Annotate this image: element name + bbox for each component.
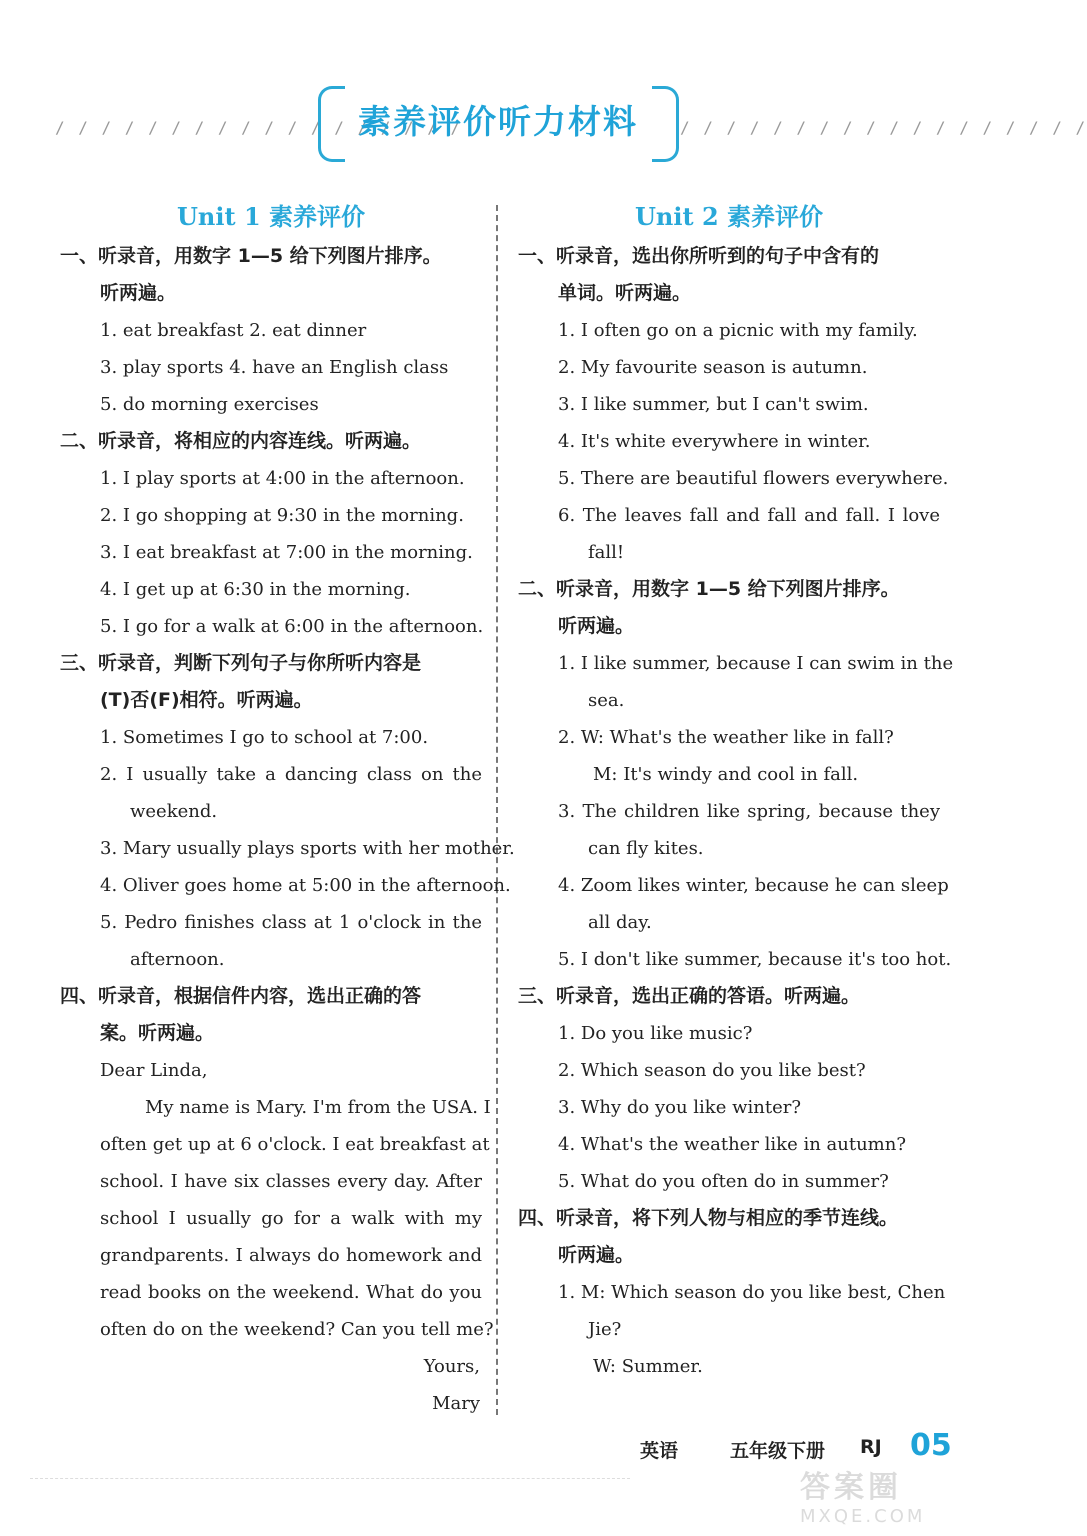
list-item-cont: fall!	[588, 542, 625, 563]
list-item: 3. Mary usually plays sports with her mother.	[100, 838, 515, 859]
list-item: 2. I go shopping at 9:30 in the morning.	[100, 505, 464, 526]
list-item-cont: M: It's windy and cool in fall.	[593, 764, 859, 785]
letter-body-line: school. I have six classes every day. After	[100, 1171, 482, 1192]
letter-greeting: Dear Linda,	[100, 1060, 208, 1081]
letter-body-text: My name is Mary. I'm from the USA. I	[145, 1097, 491, 1118]
list-item: 5. There are beautiful flowers everywhere.	[558, 468, 949, 489]
list-item: 4. It's white everywhere in winter.	[558, 431, 871, 452]
list-item-cont: sea.	[588, 690, 625, 711]
unit1-section3-heading-cont: (T)否(F)相符。听两遍。	[100, 689, 313, 711]
list-item: 5. Pedro finishes class at 1 o'clock in the	[100, 912, 482, 933]
list-item: 3. The children like spring, because they	[558, 801, 940, 822]
letter-body-line	[60, 1089, 491, 1126]
watermark-logo-text: 答案圈	[800, 1470, 902, 1505]
list-item: 3. play sports 4. have an English class	[100, 357, 449, 378]
list-item: 5. I go for a walk at 6:00 in the afternoon.	[100, 616, 484, 637]
unit2-section4-heading: 四、听录音，将下列人物与相应的季节连线。	[518, 1207, 899, 1229]
watermark	[800, 1462, 990, 1527]
unit1-section3-heading: 三、听录音，判断下列句子与你所听内容是	[60, 652, 422, 674]
unit1-section4-heading: 四、听录音，根据信件内容，选出正确的答	[60, 985, 422, 1007]
list-item: 2. W: What's the weather like in fall?	[558, 727, 894, 748]
unit1-section2-heading: 二、听录音，将相应的内容连线。听两遍。	[60, 430, 422, 452]
unit2-section2-heading-cont: 听两遍。	[558, 615, 635, 637]
watermark-url: MXQE.COM	[800, 1506, 926, 1527]
footer-grade: 五年级下册	[730, 1440, 826, 1462]
letter-body-line: often get up at 6 o'clock. I eat breakfast at	[100, 1134, 490, 1155]
list-item-cont: W: Summer.	[593, 1356, 703, 1377]
list-item: 3. I eat breakfast at 7:00 in the morning.	[100, 542, 473, 563]
list-item-cont: all day.	[588, 912, 652, 933]
letter-body-line: grandparents. I always do homework and	[100, 1245, 482, 1266]
page-title: 素养评价听力材料	[358, 102, 638, 141]
list-item: 4. What's the weather like in autumn?	[558, 1134, 906, 1155]
list-item: 5. I don't like summer, because it's too hot.	[558, 949, 952, 970]
list-item-cont: weekend.	[130, 801, 218, 822]
letter-signature: Mary	[432, 1393, 480, 1414]
unit2-section3-heading: 三、听录音，选出正确的答语。听两遍。	[518, 985, 861, 1007]
list-item: 1. I often go on a picnic with my family.	[558, 320, 918, 341]
list-item-cont: Jie?	[588, 1319, 622, 1340]
list-item: 4. Oliver goes home at 5:00 in the afternoon.	[100, 875, 511, 896]
unit1-section4-heading-cont: 案。听两遍。	[100, 1022, 215, 1044]
list-item: 5. do morning exercises	[100, 394, 319, 415]
unit1-section1-heading-cont: 听两遍。	[100, 282, 177, 304]
list-item: 2. I usually take a dancing class on the	[100, 764, 482, 785]
list-item: 1. eat breakfast 2. eat dinner	[100, 320, 367, 341]
page-number: 05	[910, 1428, 952, 1463]
list-item: 1. M: Which season do you like best, Chen	[558, 1282, 946, 1303]
page-header	[0, 70, 1087, 170]
list-item: 1. I play sports at 4:00 in the afternoon.	[100, 468, 465, 489]
list-item: 6. The leaves fall and fall and fall. I love	[558, 505, 940, 526]
footer-edition: RJ	[860, 1436, 882, 1458]
list-item: 1. Sometimes I go to school at 7:00.	[100, 727, 429, 748]
unit2-section1-heading: 一、听录音，选出你所听到的句子中含有的	[518, 245, 880, 267]
list-item: 1. Do you like music?	[558, 1023, 753, 1044]
unit2-section4-heading-cont: 听两遍。	[558, 1244, 635, 1266]
title-bracket-right	[652, 86, 679, 162]
unit2-title: Unit 2 素养评价	[635, 202, 823, 231]
unit1-title: Unit 1 素养评价	[177, 202, 365, 231]
list-item: 4. I get up at 6:30 in the morning.	[100, 579, 411, 600]
footer-subject: 英语	[640, 1440, 679, 1462]
footer-rule	[30, 1478, 630, 1479]
list-item: 1. I like summer, because I can swim in the	[558, 653, 954, 674]
letter-body-line: read books on the weekend. What do you	[100, 1282, 482, 1303]
list-item-cont: can fly kites.	[588, 838, 704, 859]
list-item: 2. My favourite season is autumn.	[558, 357, 868, 378]
unit1-column	[60, 200, 515, 1422]
letter-closing: Yours,	[423, 1356, 480, 1377]
unit2-column	[518, 200, 954, 1385]
list-item: 3. Why do you like winter?	[558, 1097, 801, 1118]
unit2-section1-heading-cont: 单词。听两遍。	[558, 282, 692, 304]
list-item: 5. What do you often do in summer?	[558, 1171, 889, 1192]
decorative-dashes-left: / / / / / / / / / / / / / / / / / /	[55, 118, 463, 137]
column-divider	[496, 205, 498, 1415]
decorative-dashes-right: / / / / / / / / / / / / / / / / / /	[680, 118, 1087, 137]
list-item: 4. Zoom likes winter, because he can sleep	[558, 875, 949, 896]
list-item: 2. Which season do you like best?	[558, 1060, 866, 1081]
letter-body-line: school I usually go for a walk with my	[100, 1208, 482, 1229]
unit2-section2-heading: 二、听录音，用数字 1—5 给下列图片排序。	[518, 578, 900, 600]
unit1-section1-heading: 一、听录音，用数字 1—5 给下列图片排序。	[60, 245, 442, 267]
list-item: 3. I like summer, but I can't swim.	[558, 394, 869, 415]
letter-body-line: often do on the weekend? Can you tell me?	[100, 1319, 494, 1340]
list-item-cont: afternoon.	[130, 949, 225, 970]
